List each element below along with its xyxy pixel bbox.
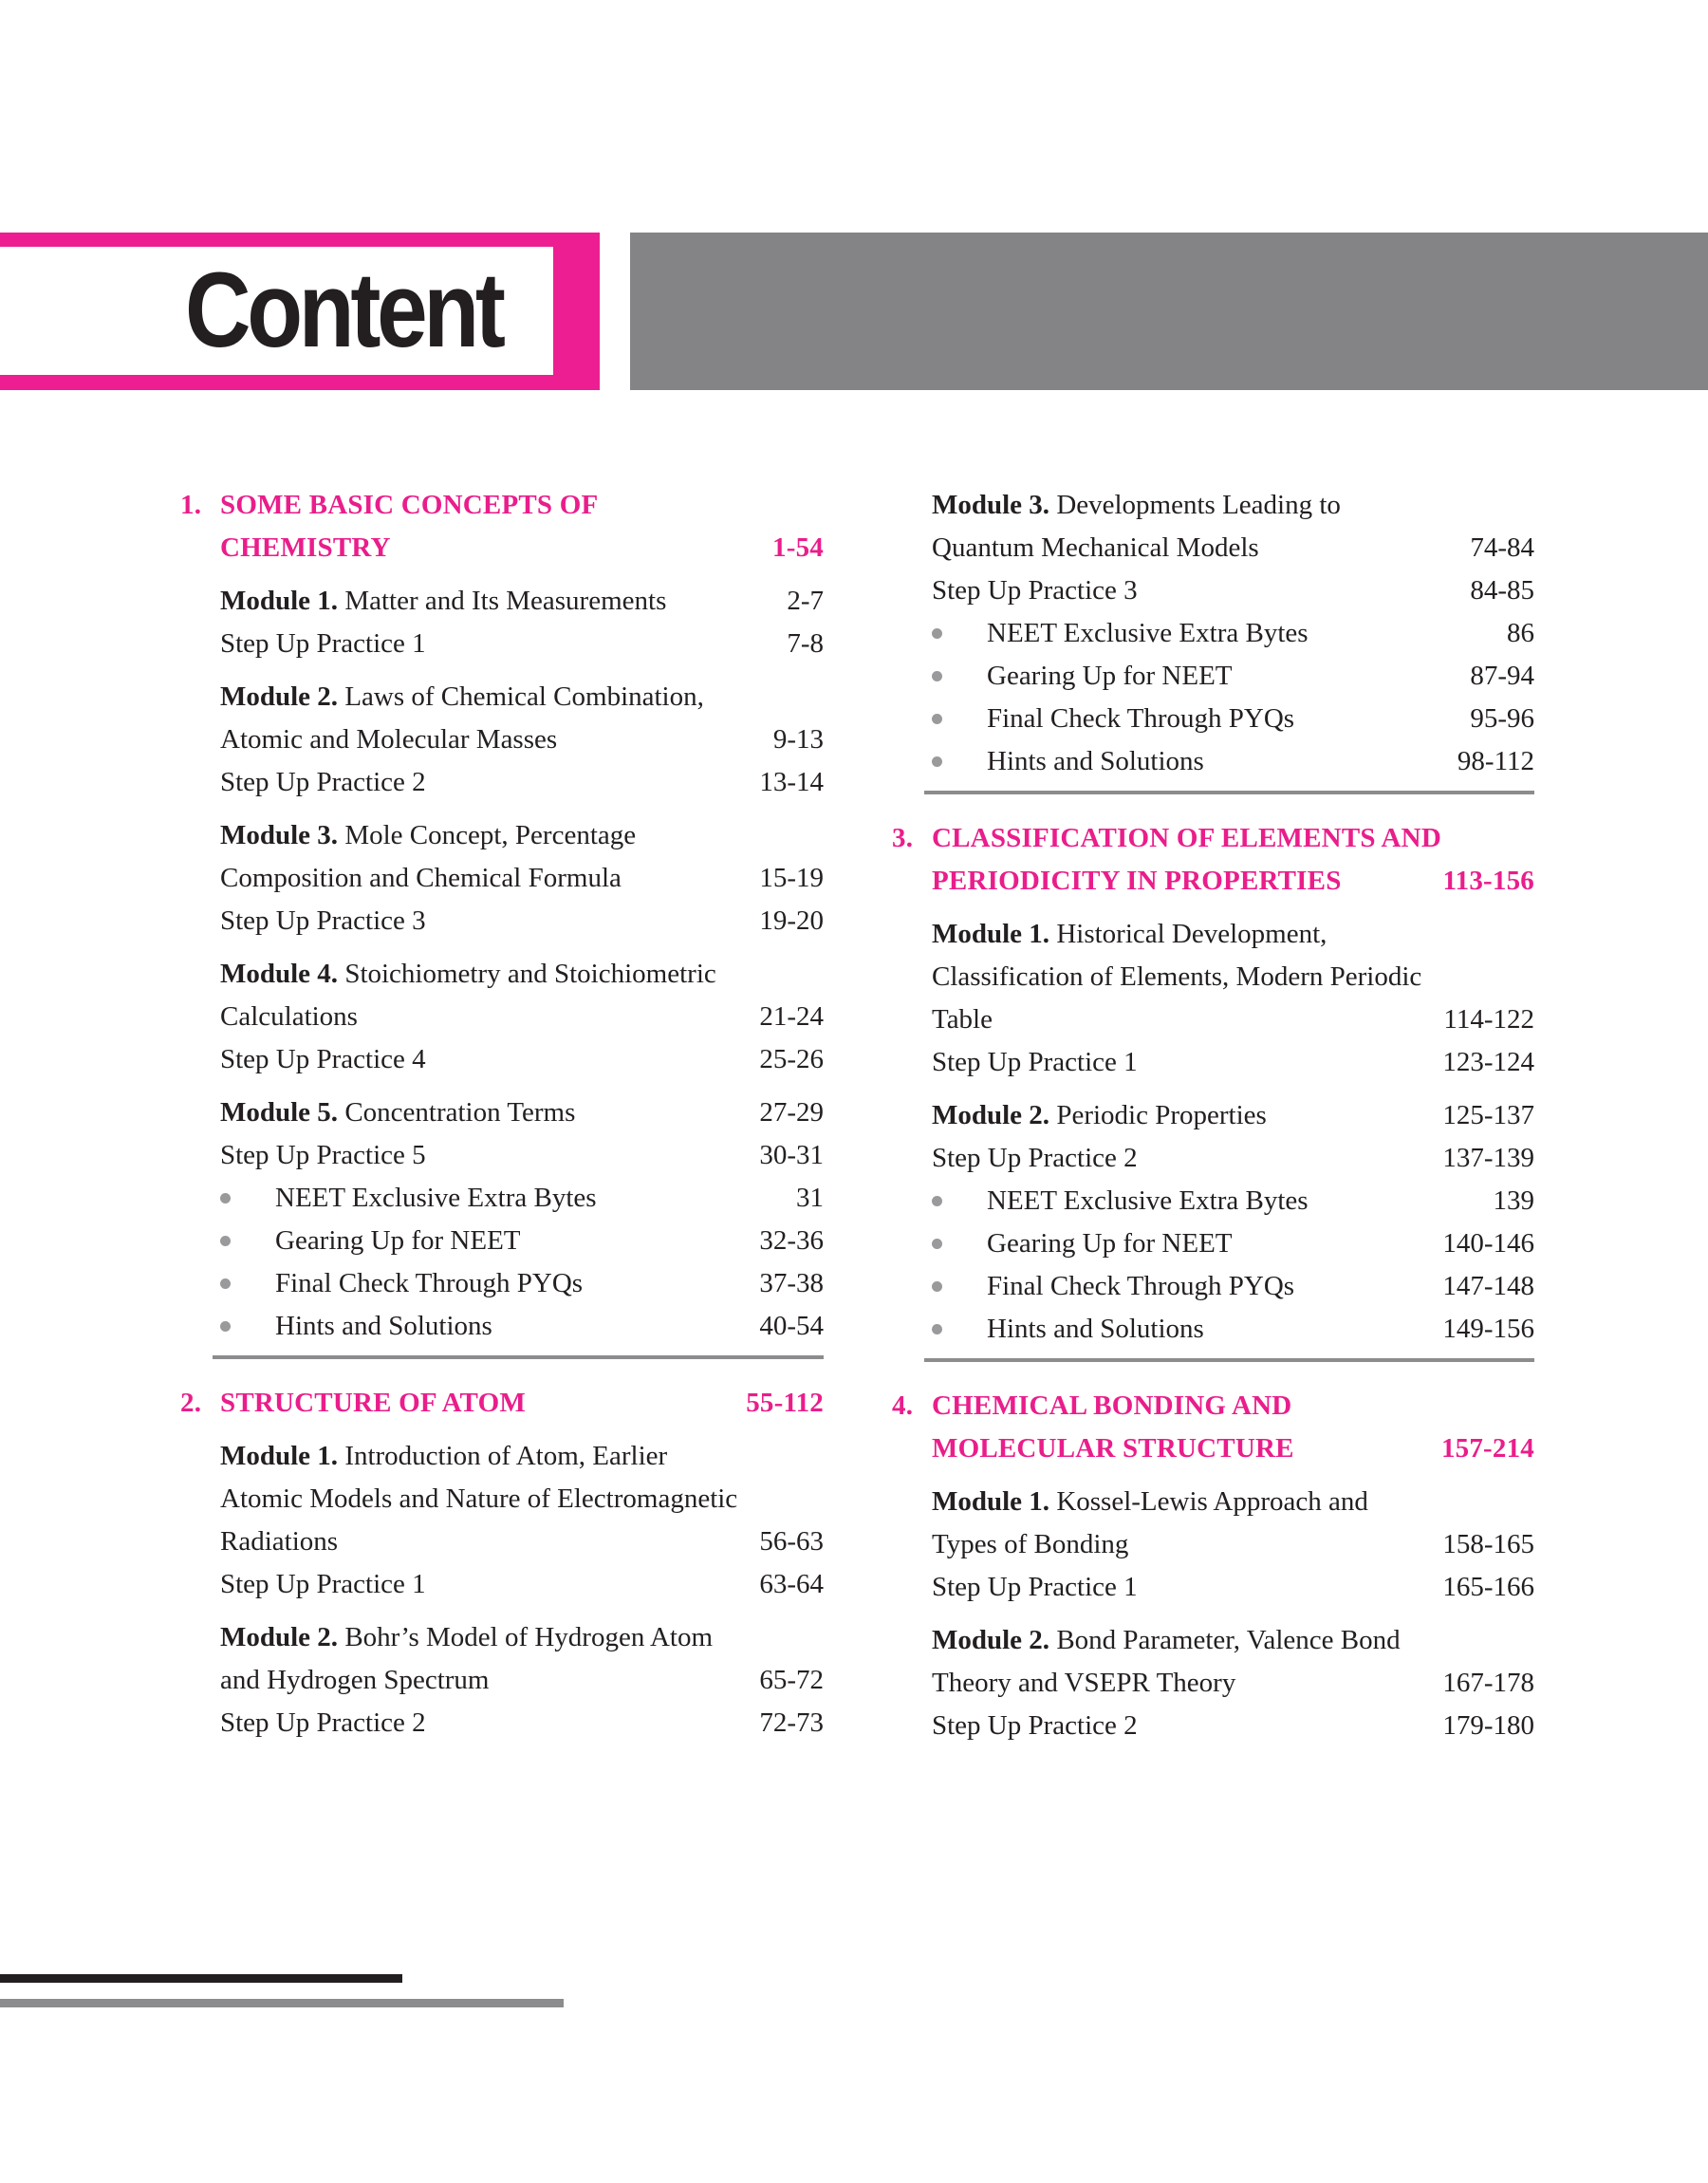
chapter-1-heading[interactable]: 1. SOME BASIC CONCEPTS OF CHEMISTRY 1-54 (180, 484, 824, 569)
page-range: 9-13 (772, 724, 824, 755)
toc-entry[interactable]: Step Up Practice 3 84-85 (892, 569, 1534, 612)
toc-bullet-entry[interactable]: NEET Exclusive Extra Bytes 31 (180, 1177, 824, 1220)
toc-entry[interactable]: Module 1. Matter and Its Measurements 2-7 (180, 580, 824, 623)
page-range: 63-64 (759, 1569, 824, 1599)
toc-bullet-entry[interactable]: NEET Exclusive Extra Bytes 139 (892, 1180, 1534, 1222)
section-divider (924, 1358, 1534, 1362)
page-range: 157-214 (1440, 1433, 1534, 1464)
page-range: 139 (1493, 1185, 1534, 1216)
header-grey-band (630, 233, 1708, 390)
page-range: 19-20 (759, 905, 824, 936)
toc-entry[interactable]: Module 2. Periodic Properties 125-137 (892, 1094, 1534, 1137)
toc-entry[interactable]: Step Up Practice 4 25-26 (180, 1038, 824, 1081)
toc-entry[interactable]: Module 1. Kossel-Lewis Approach and Types of Bonding 158-165 (892, 1481, 1534, 1566)
toc-entry[interactable]: Step Up Practice 1 165-166 (892, 1566, 1534, 1609)
page-range: 74-84 (1470, 532, 1534, 563)
page-range: 31 (796, 1183, 824, 1213)
page-range: 179-180 (1442, 1710, 1534, 1741)
bullet-icon (932, 756, 942, 767)
page-range: 167-178 (1442, 1668, 1534, 1698)
section-divider (924, 791, 1534, 794)
toc-entry[interactable]: Step Up Practice 1 63-64 (180, 1563, 824, 1606)
chapter-title: SOME BASIC CONCEPTS OF (220, 490, 599, 520)
page-range: 56-63 (759, 1526, 824, 1557)
page-range: 125-137 (1442, 1100, 1534, 1130)
toc-bullet-entry[interactable]: Hints and Solutions 98-112 (892, 740, 1534, 783)
page-range: 1-54 (772, 532, 824, 563)
page-range: 27-29 (759, 1097, 824, 1128)
bullet-icon (220, 1193, 231, 1203)
toc-bullet-entry[interactable]: Gearing Up for NEET 87-94 (892, 655, 1534, 698)
page-range: 72-73 (759, 1707, 824, 1738)
bullet-icon (220, 1321, 231, 1332)
page-range: 65-72 (759, 1665, 824, 1695)
toc-right-column (892, 484, 1534, 1747)
toc-entry[interactable]: Step Up Practice 5 30-31 (180, 1134, 824, 1177)
footer-bar-grey (0, 1999, 564, 2007)
page-range: 55-112 (746, 1388, 824, 1418)
page-range: 137-139 (1442, 1143, 1534, 1173)
bullet-icon (220, 1236, 231, 1246)
bullet-icon (932, 714, 942, 724)
toc-bullet-entry[interactable]: Final Check Through PYQs 95-96 (892, 698, 1534, 740)
page-range: 95-96 (1470, 703, 1534, 734)
toc-entry[interactable]: Step Up Practice 1 123-124 (892, 1041, 1534, 1084)
page-range: 123-124 (1442, 1047, 1534, 1077)
bullet-icon (932, 1239, 942, 1249)
bullet-icon (932, 671, 942, 681)
page-range: 86 (1507, 618, 1534, 648)
toc-entry[interactable]: Step Up Practice 2 13-14 (180, 761, 824, 804)
page-range: 2-7 (787, 586, 824, 616)
chapter-title: CHEMISTRY (220, 532, 391, 563)
toc-entry[interactable]: Step Up Practice 2 72-73 (180, 1702, 824, 1745)
toc-entry[interactable]: Step Up Practice 1 7-8 (180, 623, 824, 665)
toc-entry[interactable]: Module 5. Concentration Terms 27-29 (180, 1092, 824, 1134)
page-range: 98-112 (1457, 746, 1534, 776)
bullet-icon (932, 1196, 942, 1206)
toc-left-column (180, 484, 824, 1745)
page-range: 147-148 (1442, 1271, 1534, 1301)
page-range: 165-166 (1442, 1572, 1534, 1602)
page-range: 114-122 (1443, 1004, 1534, 1035)
toc-bullet-entry[interactable]: Hints and Solutions 40-54 (180, 1305, 824, 1348)
page-range: 13-14 (759, 767, 824, 797)
chapter-title: PERIODICITY IN PROPERTIES (932, 866, 1342, 896)
bullet-icon (932, 1324, 942, 1334)
bullet-icon (932, 628, 942, 639)
page-range: 21-24 (759, 1001, 824, 1032)
chapter-title: CLASSIFICATION OF ELEMENTS AND (932, 823, 1441, 853)
page-range: 140-146 (1442, 1228, 1534, 1259)
page-range: 40-54 (759, 1311, 824, 1341)
bullet-icon (220, 1278, 231, 1289)
chapter-title: CHEMICAL BONDING AND (932, 1390, 1292, 1421)
chapter-4-heading[interactable]: 4. CHEMICAL BONDING AND MOLECULAR STRUCTURE 157-214 (892, 1385, 1534, 1470)
page-range: 32-36 (759, 1225, 824, 1256)
toc-entry[interactable]: Module 2. Bond Parameter, Valence Bond Theory and VSEPR Theory 167-178 (892, 1619, 1534, 1705)
toc-bullet-entry[interactable]: Gearing Up for NEET 140-146 (892, 1222, 1534, 1265)
toc-entry[interactable]: Module 2. Bohr’s Model of Hydrogen Atom and Hydrogen Spectrum 65-72 (180, 1616, 824, 1702)
toc-entry[interactable]: Module 1. Historical Development, Classification of Elements, Modern Periodic Table 114-122 (892, 913, 1534, 1041)
chapter-title: STRUCTURE OF ATOM (220, 1388, 526, 1418)
page-range: 87-94 (1470, 661, 1534, 691)
page-range: 84-85 (1470, 575, 1534, 606)
toc-entry[interactable]: Module 1. Introduction of Atom, Earlier Atomic Models and Nature of Electromagnetic Radiations 56-63 (180, 1435, 824, 1563)
toc-bullet-entry[interactable]: Gearing Up for NEET 32-36 (180, 1220, 824, 1262)
toc-entry[interactable]: Step Up Practice 2 137-139 (892, 1137, 1534, 1180)
page-range: 25-26 (759, 1044, 824, 1074)
page-range: 37-38 (759, 1268, 824, 1298)
page-title: Content (185, 251, 502, 369)
toc-entry[interactable]: Module 4. Stoichiometry and Stoichiometric Calculations 21-24 (180, 953, 824, 1038)
page-range: 149-156 (1442, 1314, 1534, 1344)
page-range: 15-19 (759, 863, 824, 893)
page-range: 30-31 (759, 1140, 824, 1170)
toc-entry[interactable]: Step Up Practice 3 19-20 (180, 900, 824, 942)
page-range: 113-156 (1442, 866, 1534, 896)
chapter-2-heading[interactable]: 2. STRUCTURE OF ATOM 55-112 (180, 1382, 824, 1425)
toc-entry[interactable]: Module 3. Mole Concept, Percentage Composition and Chemical Formula 15-19 (180, 814, 824, 900)
toc-bullet-entry[interactable]: NEET Exclusive Extra Bytes 86 (892, 612, 1534, 655)
footer-bar-dark (0, 1974, 402, 1983)
toc-bullet-entry[interactable]: Hints and Solutions 149-156 (892, 1308, 1534, 1351)
toc-entry[interactable]: Module 3. Developments Leading to Quantum Mechanical Models 74-84 (892, 484, 1534, 569)
bullet-icon (932, 1281, 942, 1292)
page-range: 7-8 (787, 628, 824, 659)
toc-entry[interactable]: Step Up Practice 2 179-180 (892, 1705, 1534, 1747)
toc-bullet-entry[interactable]: Final Check Through PYQs 37-38 (180, 1262, 824, 1305)
page-range: 158-165 (1442, 1529, 1534, 1559)
section-divider (213, 1355, 824, 1359)
chapter-title: MOLECULAR STRUCTURE (932, 1433, 1294, 1464)
chapter-3-heading[interactable]: 3. CLASSIFICATION OF ELEMENTS AND PERIODICITY IN PROPERTIES 113-156 (892, 817, 1534, 903)
toc-bullet-entry[interactable]: Final Check Through PYQs 147-148 (892, 1265, 1534, 1308)
toc-entry[interactable]: Module 2. Laws of Chemical Combination, Atomic and Molecular Masses 9-13 (180, 676, 824, 761)
